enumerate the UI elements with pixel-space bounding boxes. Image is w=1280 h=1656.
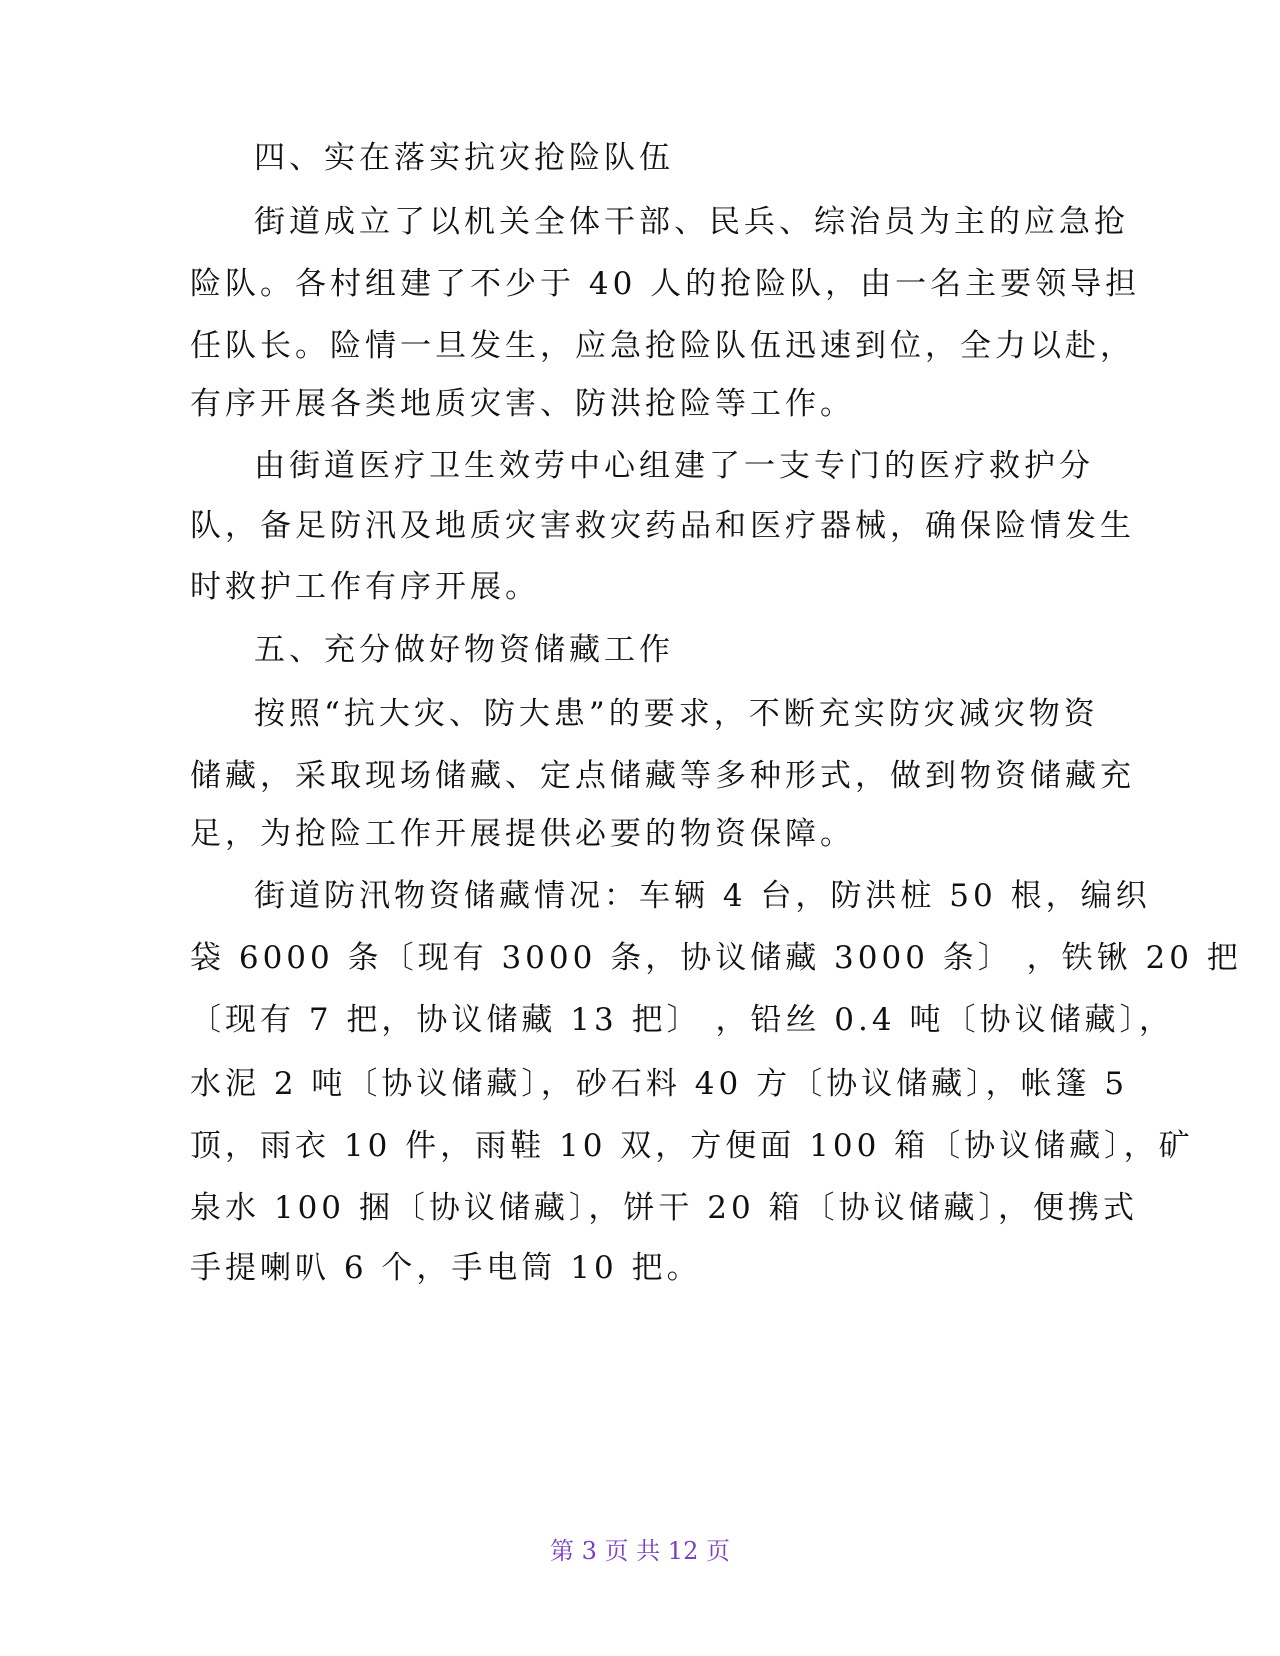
paragraph-line: 泉水 100 捆〔协议储藏〕，饼干 20 箱〔协议储藏〕，便携式 [190, 1190, 1139, 1226]
paragraph-line: 〔现有 7 把，协议储藏 13 把〕 ，铅丝 0.4 吨〔协议储藏〕， [190, 1002, 1174, 1038]
section-heading-5: 五、充分做好物资储藏工作 [254, 632, 674, 668]
page-number-footer: 第 3 页 共 12 页 [550, 1537, 730, 1565]
paragraph-line: 有序开展各类地质灾害、防洪抢险等工作。 [190, 386, 855, 422]
paragraph-line: 由街道医疗卫生效劳中心组建了一支专门的医疗救护分 [254, 448, 1094, 484]
paragraph-line: 袋 6000 条〔现有 3000 条，协议储藏 3000 条〕 ，铁锹 20 把 [190, 940, 1242, 976]
paragraph-line: 储藏，采取现场储藏、定点储藏等多种形式，做到物资储藏充 [190, 758, 1135, 794]
paragraph-line: 按照“抗大灾、防大患”的要求，不断充实防灾减灾物资 [254, 696, 1099, 732]
paragraph-line: 水泥 2 吨〔协议储藏〕，砂石料 40 方〔协议储藏〕，帐篷 5 [190, 1066, 1129, 1102]
paragraph-line: 手提喇叭 6 个，手电筒 10 把。 [190, 1250, 702, 1286]
paragraph-line: 足，为抢险工作开展提供必要的物资保障。 [190, 816, 855, 852]
paragraph-line: 街道防汛物资储藏情况：车辆 4 台，防洪桩 50 根，编织 [254, 878, 1151, 914]
paragraph-line: 队，备足防汛及地质灾害救灾药品和医疗器械，确保险情发生 [190, 508, 1135, 544]
paragraph-line: 街道成立了以机关全体干部、民兵、综治员为主的应急抢 [254, 204, 1129, 240]
paragraph-line: 时救护工作有序开展。 [190, 569, 540, 605]
section-heading-4: 四、实在落实抗灾抢险队伍 [254, 140, 674, 176]
paragraph-line: 顶，雨衣 10 件，雨鞋 10 双，方便面 100 箱〔协议储藏〕，矿 [190, 1128, 1194, 1164]
paragraph-line: 险队。各村组建了不少于 40 人的抢险队，由一名主要领导担 [190, 266, 1141, 302]
paragraph-line: 任队长。险情一旦发生，应急抢险队伍迅速到位，全力以赴， [190, 328, 1135, 364]
